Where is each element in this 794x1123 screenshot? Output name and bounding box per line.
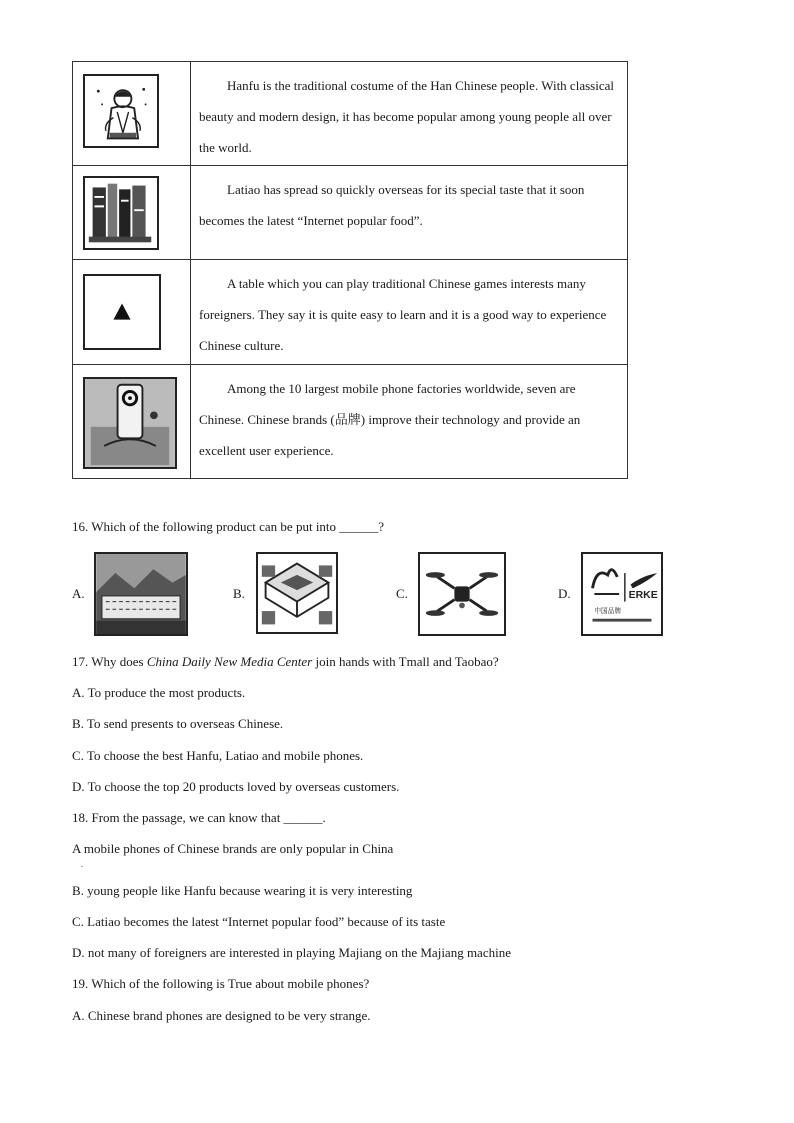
table-text-cell [191,365,628,479]
latiao-package-icon [83,176,159,250]
option-b-label: B. [233,586,245,601]
option-a-label: A. [72,586,85,601]
table-image-cell [73,166,191,260]
product-table [72,61,628,479]
question-17-option-d: D. To choose the top 20 products loved by overseas customers. [72,779,400,794]
question-19-option-a: A. Chinese brand phones are designed to be very strange. [72,1008,371,1023]
question-17-option-c: C. To choose the best Hanfu, Latiao and mobile phones. [72,748,364,763]
question-17-stem-start: 17. Why does [72,654,147,669]
mobile-phone-icon [83,377,177,469]
option-c-label: C. [396,586,408,601]
question-17-stem-end: join hands with Tmall and Taobao? [312,654,499,669]
table-row [73,62,628,166]
question-18-option-b: B. young people like Hanfu because wearing it is very interesting [72,883,413,898]
hanfu-figure-icon [83,74,159,148]
erke-brand-text: ERKE [628,589,658,601]
erke-sportswear-logo-icon [581,552,663,636]
table-image-cell [73,62,191,166]
majiang-machine-icon [256,552,338,634]
question-18-option-c: C. Latiao becomes the latest “Internet popular food” because of its taste [72,914,446,929]
question-17-stem [72,654,499,670]
question-17-option-b: B. To send presents to overseas Chinese. [72,716,284,731]
question-17-stem-emphasis: China Daily New Media Center [146,654,313,669]
table-row [73,166,628,260]
erke-slogan-text: 中国品牌 [594,607,621,616]
question-18-option-a: A mobile phones of Chinese brands are only popular in China [72,841,394,856]
table-text-cell [191,260,628,365]
majiang-table-description: A table which you can play traditional Chinese games interests many foreigners. They say it is quite easy to learn and it is a good way to experience Chinese culture. [199,276,607,353]
hanfu-description: Hanfu is the traditional costume of the Han Chinese people. With classical beauty and modern design, it has become popular among young people all over the world. [199,78,614,155]
table-image-cell [73,260,191,365]
question-17-option-a: A. To produce the most products. [72,685,246,700]
table-row [73,260,628,365]
table-image-cell [73,365,191,479]
table-text-cell [191,62,628,166]
triangle-placeholder-icon [83,274,161,350]
table-row [73,365,628,479]
question-19-stem: 19. Which of the following is True about mobile phones? [72,976,370,991]
great-wall-photo-icon [94,552,188,636]
question-18-option-d: D. not many of foreigners are interested in playing Majiang on the Majiang machine [72,945,511,960]
table-text-cell [191,166,628,260]
option-d-label: D. [558,586,571,601]
question-18-stem: 18. From the passage, we can know that ______. [72,810,326,825]
stray-dot: . [81,860,83,869]
question-16-stem: 16. Which of the following product can be put into ______? [72,519,385,534]
latiao-description: Latiao has spread so quickly overseas for its special taste that it soon becomes the latest “Internet popular food”. [199,182,585,228]
mobile-phone-description: Among the 10 largest mobile phone factories worldwide, seven are Chinese. Chinese brands (品牌) improve their technology and provide an excellent user experience. [199,381,581,458]
drone-icon [418,552,506,636]
